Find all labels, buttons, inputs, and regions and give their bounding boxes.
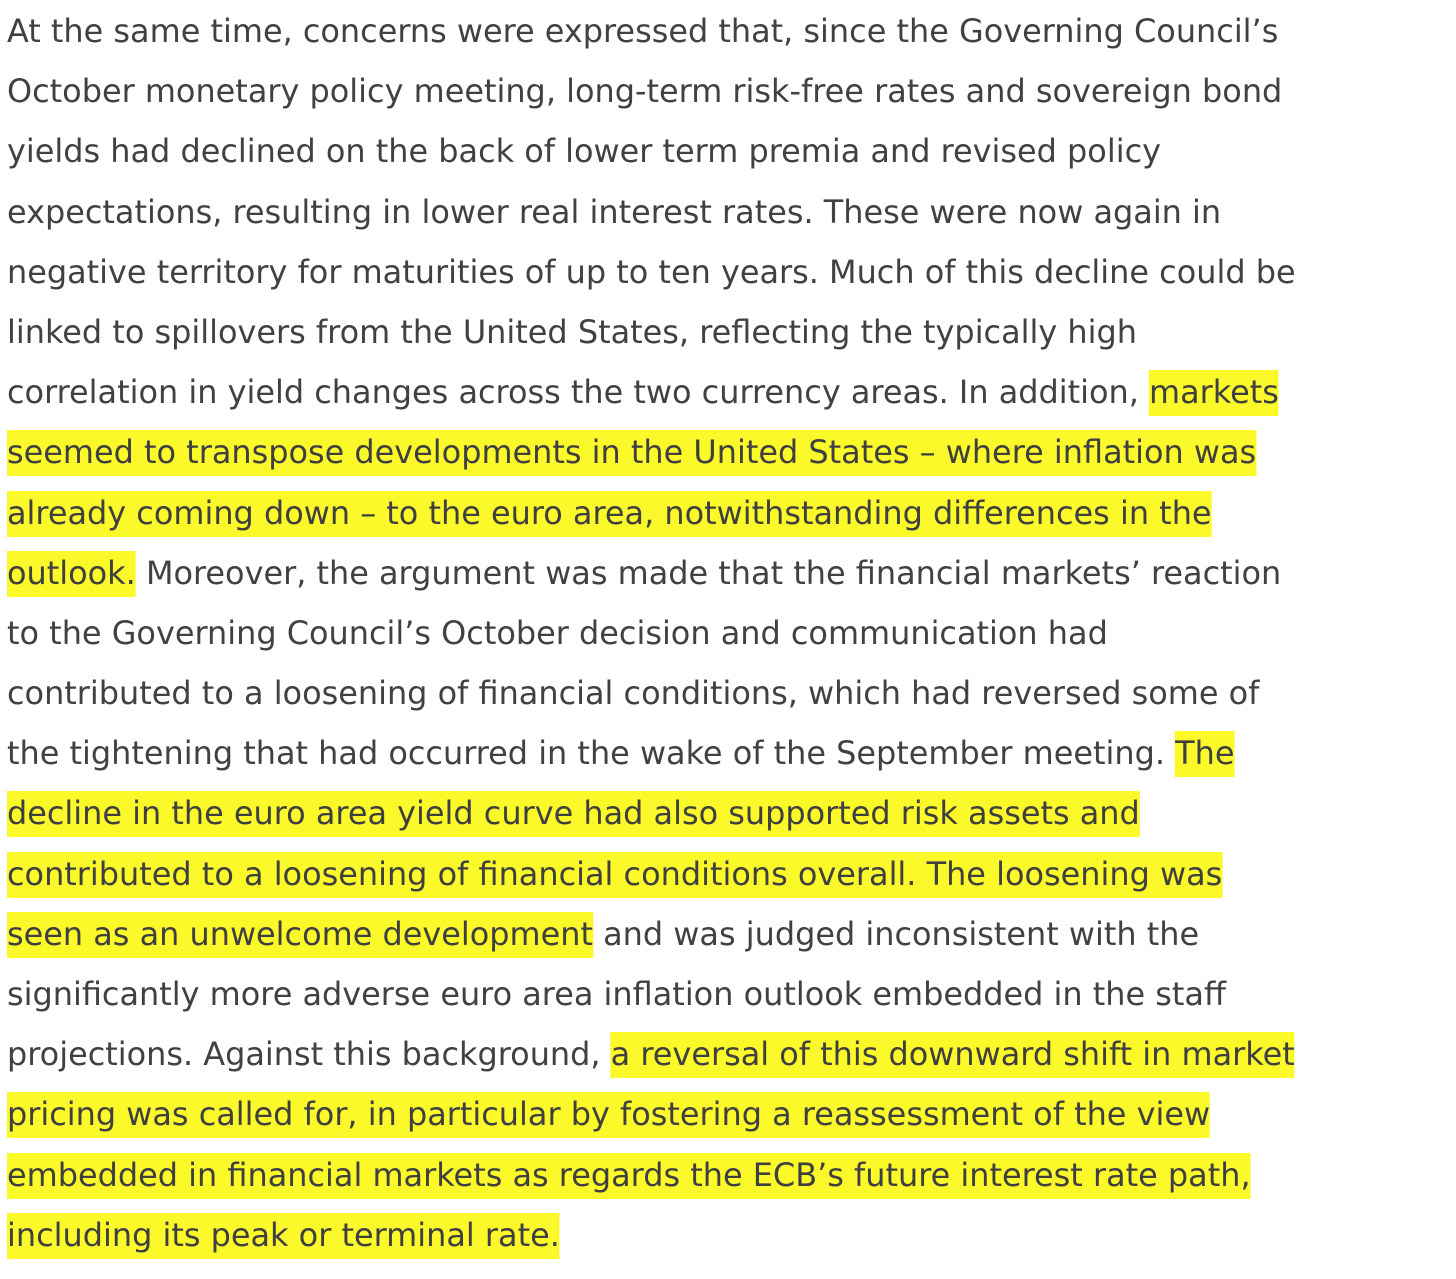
highlighted-text: embedded in financial markets as regards the ECB’s future interest rate path, bbox=[7, 1153, 1251, 1199]
body-paragraph bbox=[7, 1, 1456, 1265]
text-line bbox=[7, 483, 1452, 543]
text-line bbox=[7, 904, 1452, 964]
highlighted-text: seemed to transpose developments in the United States – where inflation was bbox=[7, 430, 1256, 476]
text-run: Moreover, the argument was made that the financial markets’ reaction bbox=[135, 553, 1282, 592]
text-line bbox=[7, 61, 1452, 121]
text-run: contributed to a loosening of financial conditions, which had reversed some of bbox=[7, 674, 1260, 713]
highlighted-text: pricing was called for, in particular by fostering a reassessment of the view bbox=[7, 1092, 1210, 1138]
text-line bbox=[7, 543, 1452, 603]
text-run: to the Governing Council’s October decision and communication had bbox=[7, 613, 1108, 652]
text-line bbox=[7, 1145, 1452, 1205]
highlighted-text: including its peak or terminal rate. bbox=[7, 1213, 560, 1259]
text-line bbox=[7, 1024, 1452, 1084]
text-line bbox=[7, 844, 1452, 904]
text-run: yields had declined on the back of lower term premia and revised policy bbox=[7, 132, 1161, 171]
highlighted-text: already coming down – to the euro area, notwithstanding differences in the bbox=[7, 491, 1212, 537]
text-line bbox=[7, 121, 1452, 181]
text-line bbox=[7, 964, 1452, 1024]
text-line bbox=[7, 1, 1452, 61]
text-run: expectations, resulting in lower real interest rates. These were now again in bbox=[7, 192, 1222, 231]
text-line bbox=[7, 663, 1452, 723]
text-run: correlation in yield changes across the two currency areas. In addition, bbox=[7, 373, 1150, 412]
text-run: projections. Against this background, bbox=[7, 1035, 611, 1074]
text-run: linked to spillovers from the United States, reflecting the typically high bbox=[7, 312, 1137, 351]
text-line bbox=[7, 783, 1452, 843]
text-line bbox=[7, 422, 1452, 482]
text-line bbox=[7, 603, 1452, 663]
text-line bbox=[7, 302, 1452, 362]
text-line bbox=[7, 362, 1452, 422]
text-line bbox=[7, 723, 1452, 783]
text-run: negative territory for maturities of up to ten years. Much of this decline could be bbox=[7, 252, 1296, 291]
text-run: October monetary policy meeting, long-term risk-free rates and sovereign bond bbox=[7, 72, 1283, 111]
text-run: the tightening that had occurred in the wake of the September meeting. bbox=[7, 734, 1176, 773]
text-run: and was judged inconsistent with the bbox=[592, 914, 1200, 953]
highlighted-text: markets bbox=[1149, 370, 1279, 416]
highlighted-text: contributed to a loosening of financial conditions overall. The loosening was bbox=[7, 852, 1222, 898]
text-line bbox=[7, 1084, 1452, 1144]
highlighted-text: decline in the euro area yield curve had also supported risk assets and bbox=[7, 791, 1140, 837]
highlighted-text: seen as an unwelcome development bbox=[7, 912, 593, 958]
text-run: significantly more adverse euro area inflation outlook embedded in the staff bbox=[7, 975, 1226, 1013]
text-line bbox=[7, 182, 1452, 242]
text-run: At the same time, concerns were expressed that, since the Governing Council’s bbox=[7, 12, 1279, 50]
highlighted-text: a reversal of this downward shift in market bbox=[611, 1032, 1295, 1078]
highlighted-text: The bbox=[1175, 731, 1234, 777]
highlighted-text: outlook. bbox=[7, 551, 136, 597]
text-line bbox=[7, 242, 1452, 302]
document-page bbox=[0, 1, 1456, 1279]
text-line bbox=[7, 1205, 1452, 1265]
